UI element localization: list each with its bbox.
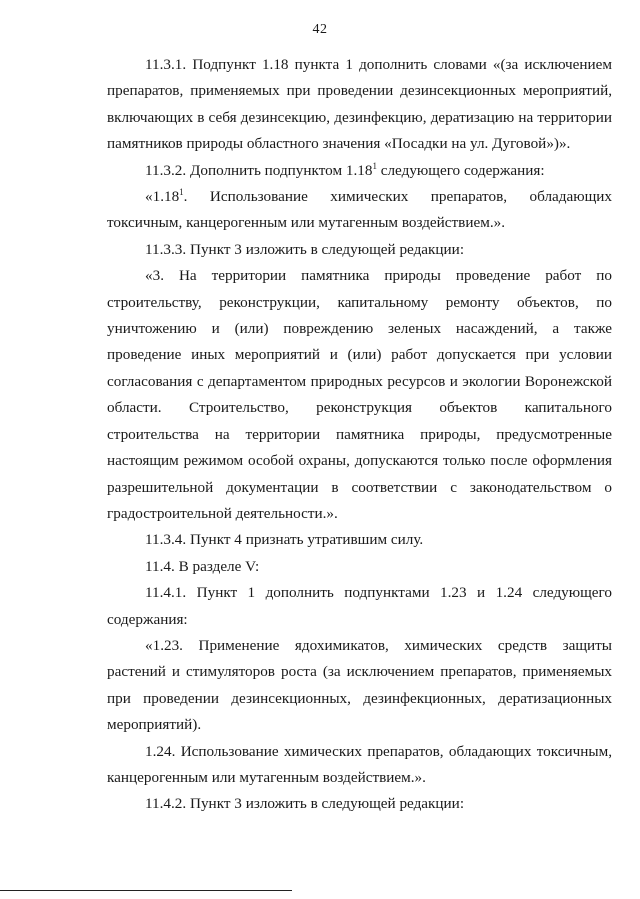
paragraph-1-18-1 — [107, 184, 612, 237]
document-body — [107, 52, 612, 818]
paragraph-11-4: 11.4. В разделе V: — [145, 557, 260, 575]
footnote-divider — [0, 890, 292, 891]
paragraph-text: 11.3.2. Дополнить подпунктом 1.18 — [145, 161, 373, 179]
paragraph-11-4-2: 11.4.2. Пункт 3 изложить в следующей редакции: — [145, 795, 465, 813]
paragraph-11-3-2 — [107, 158, 612, 184]
paragraph-1-24: 1.24. Использование химических препаратов, обладающих токсичным, канцерогенным или мутагенным воздействием.». — [107, 742, 612, 786]
paragraph-point-3: «3. На территории памятника природы проведение работ по строительству, реконструкции, капитальному ремонту объектов, по уничтожению и (или) повреждению зеленых насаждений, а также проведение иных мероприятий и (или) работ допускается при условии согласования с департаментом природных ресурсов и экологии Воронежской области. Строительство, реконструкция объектов капитального строительства на территории памятника природы, предусмотренные настоящим режимом особой охраны, допускаются только после оформления разрешительной документации в соответствии с законодательством о градостроительной деятельности.». — [107, 267, 612, 522]
paragraph-11-3-1: 11.3.1. Подпункт 1.18 пункта 1 дополнить словами «(за исключением препаратов, применяемых при проведении дезинсекционных мероприятий, включающих в себя дезинсекцию, дезинфекцию, дератизацию на территории памятников природы областного значения «Посадки на ул. Дуговой»)». — [107, 56, 612, 153]
paragraph-11-4-1: 11.4.1. Пункт 1 дополнить подпунктами 1.23 и 1.24 следующего содержания: — [107, 584, 612, 628]
paragraph-text: . Использование химических препаратов, обладающих токсичным, канцерогенным или мутагенным воздействием.». — [107, 188, 612, 232]
superscript: 1 — [372, 160, 377, 171]
paragraph-11-3-4: 11.3.4. Пункт 4 признать утратившим силу. — [145, 531, 424, 549]
paragraph-text: следующего содержания: — [376, 161, 545, 179]
paragraph-text: «1.18 — [145, 188, 180, 206]
superscript: 1 — [179, 186, 184, 197]
paragraph-11-3-3: 11.3.3. Пункт 3 изложить в следующей редакции: — [145, 240, 465, 258]
page-number: 42 — [312, 22, 328, 37]
paragraph-1-23: «1.23. Применение ядохимикатов, химических средств защиты растений и стимуляторов роста (за исключением препаратов, применяемых при проведении дезинсекционных, дезинфекционных, дератизационных мероприятий). — [107, 636, 612, 734]
